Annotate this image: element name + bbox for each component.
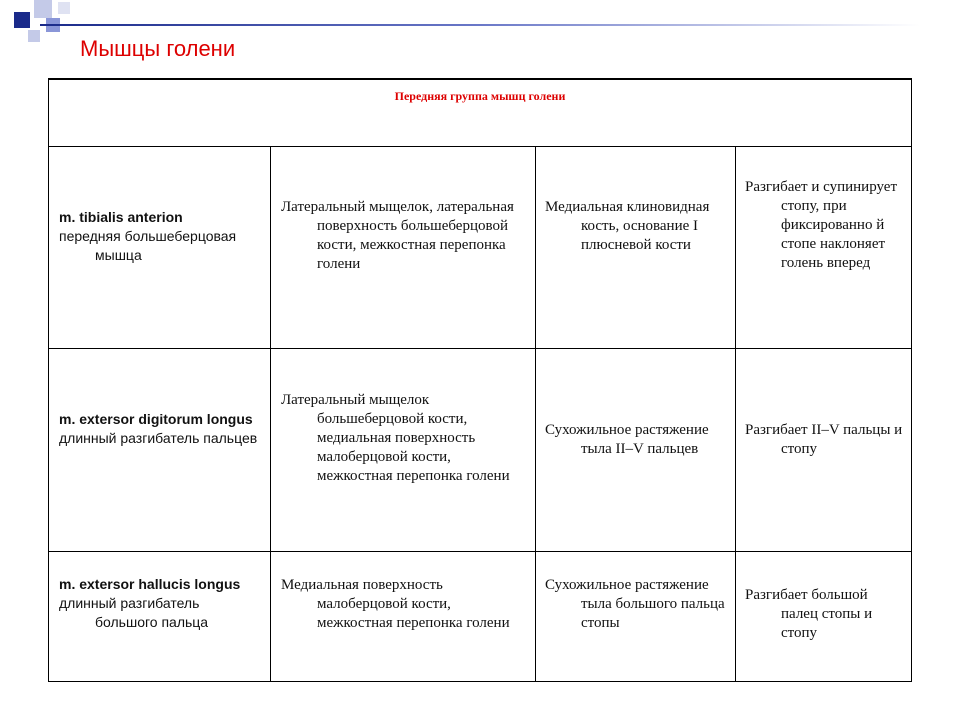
table-row-1-origin	[281, 198, 529, 274]
table-row-2-muscle	[59, 410, 264, 448]
table-header: Передняя группа мышц голени	[394, 89, 566, 103]
table-row-2-origin	[281, 391, 529, 486]
decor-square-4	[28, 30, 40, 42]
row-divider	[49, 551, 911, 552]
muscle-latin-name: m. extersor hallucis longus	[59, 576, 241, 592]
insertion-text: Медиальная клиновидная кость, основание I плюсневой кости	[545, 199, 710, 253]
decor-square-5	[58, 2, 70, 14]
table-row-1-muscle	[59, 208, 264, 265]
function-text: Разгибает и супинирует стопу, при фиксированно й стопе наклоняет голень вперед	[745, 179, 898, 271]
origin-text: Латеральный мыщелок большеберцовой кости, медиальная поверхность малоберцовой кости, межкостная перепонка голени	[281, 392, 510, 484]
column-divider	[270, 147, 271, 682]
muscle-russian-name: передняя большеберцовая мышца	[59, 228, 237, 263]
table-row-1-insertion	[545, 198, 729, 255]
muscle-russian-name: длинный разгибатель пальцев	[59, 430, 258, 446]
muscle-latin-name: m. extersor digitorum longus	[59, 411, 253, 427]
function-text: Разгибает большой палец стопы и стопу	[745, 587, 873, 641]
table-row-3-muscle	[59, 575, 264, 632]
origin-text: Латеральный мыщелок, латеральная поверхность большеберцовой кости, межкостная перепонка голени	[281, 199, 514, 272]
origin-text: Медиальная поверхность малоберцовой кости, межкостная перепонка голени	[281, 577, 510, 631]
column-divider	[535, 147, 536, 682]
column-divider	[735, 147, 736, 682]
decor-square-2	[34, 0, 52, 18]
title-rule	[40, 24, 920, 26]
table-row-3-insertion	[545, 576, 729, 633]
insertion-text: Сухожильное растяжение тыла большого пальца стопы	[545, 577, 725, 631]
slide-title: Мышцы голени	[80, 36, 236, 61]
table-header-row	[49, 80, 911, 147]
insertion-text: Сухожильное растяжение тыла II–V пальцев	[545, 422, 709, 457]
muscle-latin-name: m. tibialis anterion	[59, 209, 183, 225]
table-row-3-origin	[281, 576, 529, 633]
table-row-3-function	[745, 586, 905, 643]
muscle-russian-name: длинный разгибатель большого пальца	[59, 595, 209, 630]
table-row-2-function	[745, 421, 905, 459]
function-text: Разгибает II–V пальцы и стопу	[745, 422, 903, 457]
table-row-1-function	[745, 178, 905, 273]
row-divider	[49, 348, 911, 349]
muscles-table	[48, 78, 912, 682]
decor-square-1	[14, 12, 30, 28]
table-row-2-insertion	[545, 421, 729, 459]
